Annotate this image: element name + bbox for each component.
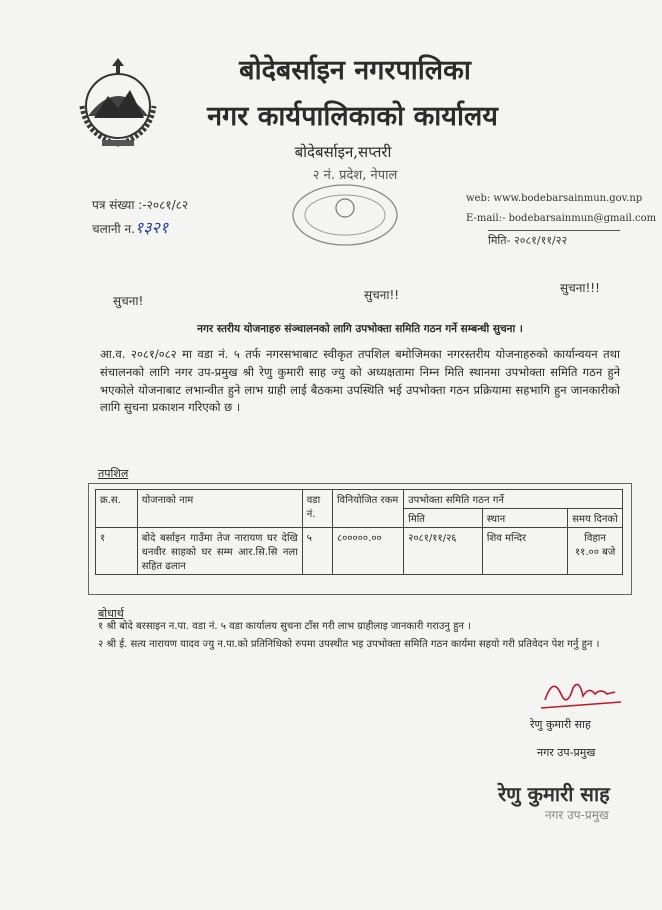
col-ward: वडा नं. bbox=[302, 490, 332, 528]
cell-amount: ८०००००.०० bbox=[332, 528, 403, 575]
cell-place: शिव मन्दिर bbox=[482, 528, 567, 575]
name-stamp-title: नगर उप-प्रमुख bbox=[545, 808, 609, 822]
col-committee: उपभोक्ता समिति गठन गर्ने bbox=[404, 490, 623, 509]
notice-body: आ.व. २०८१/०८२ मा वडा नं. ५ तर्फ नगरसभाबाट स्वीकृत तपशिल बमोजिमका नगरस्तरीय योजनाहरुको कार्यान्वयन तथा संचालनको लागि नगर उप-प्रमुख श्री रेणु कुमारी साह ज्यु को अध्यक्षतामा निम्न मिति स्थानमा उपभोक्ता समिति गठन हुने भएकोले योजनाबाट लभान्वीत हुने लाभ ग्राही लाई बैठकमा उपस्थिति भई उपभोक्ता गठन प्रक्रियामा सहभागि हुन जानकारीको लागि सुचना प्रकाशन गरिएको छ । bbox=[100, 347, 620, 415]
chalani-label: चलानी न. bbox=[92, 222, 135, 236]
chalani-number: १३२१ bbox=[134, 218, 169, 237]
plan-table bbox=[95, 489, 623, 575]
col-place: स्थान bbox=[482, 509, 567, 528]
org-address: बोदेबर्साइन,सप्तरी bbox=[294, 143, 392, 161]
cell-time: विहान ११.०० बजे bbox=[568, 528, 623, 575]
signatory-title: नगर उप-प्रमुख bbox=[537, 746, 596, 759]
letter-date: मिति- २०८१/११/२२ bbox=[488, 230, 620, 248]
letter-reference: पत्र संख्या :-२०८१/८२ bbox=[92, 198, 189, 212]
cc-item-1: १ श्री बोदे बरसाइन न.पा. वडा नं. ५ वडा कार्यालय सुचना टाँस गरी लाभ ग्राहीलाइ जानकारी गराउनु हुन । bbox=[98, 621, 471, 632]
office-title: नगर कार्यपालिकाको कार्यालय bbox=[207, 101, 498, 132]
col-name: योजनाको नाम bbox=[137, 490, 302, 528]
cell-ward: ५ bbox=[302, 528, 332, 575]
email: E-mail:- bodebarsainmun@gmail.com bbox=[466, 213, 657, 224]
cell-date: २०८१/११/२६ bbox=[404, 528, 483, 575]
notice-heading-3: सुचना!!! bbox=[560, 281, 600, 295]
table-row bbox=[96, 528, 623, 575]
table-caption: तपशिल bbox=[98, 467, 129, 480]
cell-sn: १ bbox=[96, 528, 138, 575]
col-time: समय दिनको bbox=[568, 509, 623, 528]
cell-name: बोदे बर्साइन गाउँमा तेज नारायण घर देखि धनवीर साहको घर सम्म आर.सि.सि नला सहित ढलान bbox=[137, 528, 302, 575]
name-stamp: रेणु कुमारी साह bbox=[498, 782, 610, 806]
signature-icon bbox=[535, 668, 625, 718]
office-stamp-icon bbox=[285, 180, 405, 250]
cc-title: बोधार्थ bbox=[98, 607, 124, 620]
signatory-name: रेणु कुमारी साह bbox=[530, 718, 591, 731]
notice-subject: नगर स्तरीय योजनाहरु संञ्चालनको लागि उपभोक्ता समिति गठन गर्ने सम्बन्धी सुचना । bbox=[197, 323, 523, 335]
cc-item-2: २ श्री ई. सत्य नारायण यादव ज्यु न.पा.को प्रतिनिधिको रुपमा उपस्थीत भइ उपभोक्ता समिति गठन कार्यमा सहयो गरी प्रतिवेदन पेश गर्नु हुन । bbox=[98, 639, 600, 650]
notice-heading-2: सुचना!! bbox=[364, 288, 400, 302]
org-country: २ नं. प्रदेश, नेपाल bbox=[312, 168, 398, 183]
website: web: www.bodebarsainmun.gov.np bbox=[466, 193, 643, 204]
col-date: मिति bbox=[404, 509, 483, 528]
col-amount: विनियोजित रकम bbox=[332, 490, 403, 528]
org-name: बोदेबर्साइन नगरपालिका bbox=[239, 55, 471, 86]
notice-heading-1: सुचना! bbox=[113, 294, 144, 308]
col-sn: क्र.स. bbox=[96, 490, 138, 528]
nepal-emblem-icon bbox=[72, 56, 164, 152]
chalani-line bbox=[92, 216, 168, 238]
